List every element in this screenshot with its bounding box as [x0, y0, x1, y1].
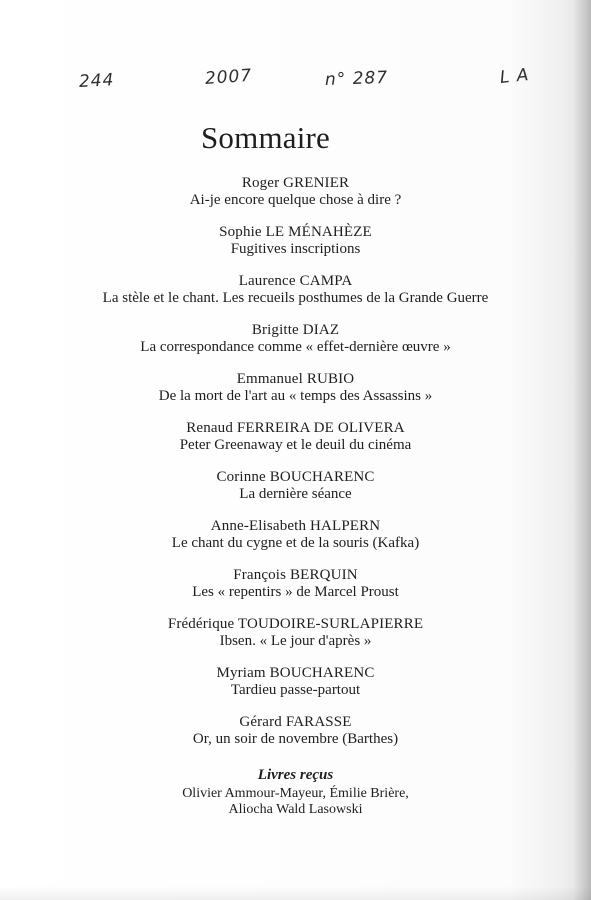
toc-work-title: Or, un soir de novembre (Barthes) [192, 731, 399, 747]
received-books-section [0, 767, 591, 818]
toc-author: Frédérique TOUDOIRE-SURLAPIERRE [167, 616, 424, 632]
toc-entry [0, 518, 591, 552]
toc-entry [0, 469, 591, 503]
toc-entry [0, 714, 591, 748]
toc-author: Renaud FERREIRA DE OLIVERA [186, 420, 405, 436]
toc-work-title: De la mort de l'art au « temps des Assassins » [158, 388, 433, 404]
handwritten-annotations [0, 64, 591, 100]
toc-entry [0, 273, 591, 307]
toc-author: Roger GRENIER [241, 175, 350, 191]
toc-author: Corinne BOUCHARENC [216, 469, 375, 485]
received-books-line: Olivier Ammour-Mayeur, Émilie Brière, [182, 786, 409, 801]
toc-entry [0, 175, 591, 209]
toc-work-title: Ibsen. « Le jour d'après » [219, 633, 372, 649]
table-of-contents-page [0, 121, 591, 818]
toc-work-title: Tardieu passe-partout [230, 682, 361, 698]
received-books-line: Aliocha Wald Lasowski [228, 802, 363, 817]
toc-entry [0, 371, 591, 405]
table-of-contents [0, 175, 591, 748]
toc-entry [0, 665, 591, 699]
toc-entry [0, 224, 591, 258]
toc-author: Emmanuel RUBIO [236, 371, 355, 387]
toc-work-title: La correspondance comme « effet-dernière œuvre » [140, 339, 451, 355]
toc-work-title: La stèle et le chant. Les recueils posthumes de la Grande Guerre [102, 290, 489, 306]
toc-work-title: Les « repentirs » de Marcel Proust [192, 584, 399, 600]
toc-entry [0, 322, 591, 356]
handwritten-note-page-number: 244 [78, 70, 115, 92]
handwritten-note-year: 2007 [204, 65, 253, 89]
toc-author: Sophie LE MÉNAHÈZE [219, 224, 372, 240]
toc-work-title: Peter Greenaway et le deuil du cinéma [179, 437, 412, 453]
toc-author: François BERQUIN [233, 567, 358, 583]
toc-work-title: Ai-je encore quelque chose à dire ? [189, 192, 402, 208]
toc-entry [0, 567, 591, 601]
page-title: Sommaire [200, 120, 331, 155]
toc-entry [0, 616, 591, 650]
toc-author: Laurence CAMPA [238, 273, 353, 289]
page-bottom-shadow [0, 886, 591, 900]
toc-author: Myriam BOUCHARENC [216, 665, 375, 681]
toc-work-title: Fugitives inscriptions [230, 241, 361, 257]
toc-author: Anne-Elisabeth HALPERN [210, 518, 381, 534]
toc-work-title: Le chant du cygne et de la souris (Kafka) [171, 535, 420, 551]
toc-work-title: La dernière séance [239, 486, 352, 502]
toc-author: Brigitte DIAZ [251, 322, 340, 338]
handwritten-note-initials: L A [498, 64, 531, 88]
handwritten-note-issue-number: n° 287 [324, 67, 389, 90]
toc-entry [0, 420, 591, 454]
received-books-title: Livres reçus [257, 767, 334, 783]
toc-author: Gérard FARASSE [239, 714, 352, 730]
